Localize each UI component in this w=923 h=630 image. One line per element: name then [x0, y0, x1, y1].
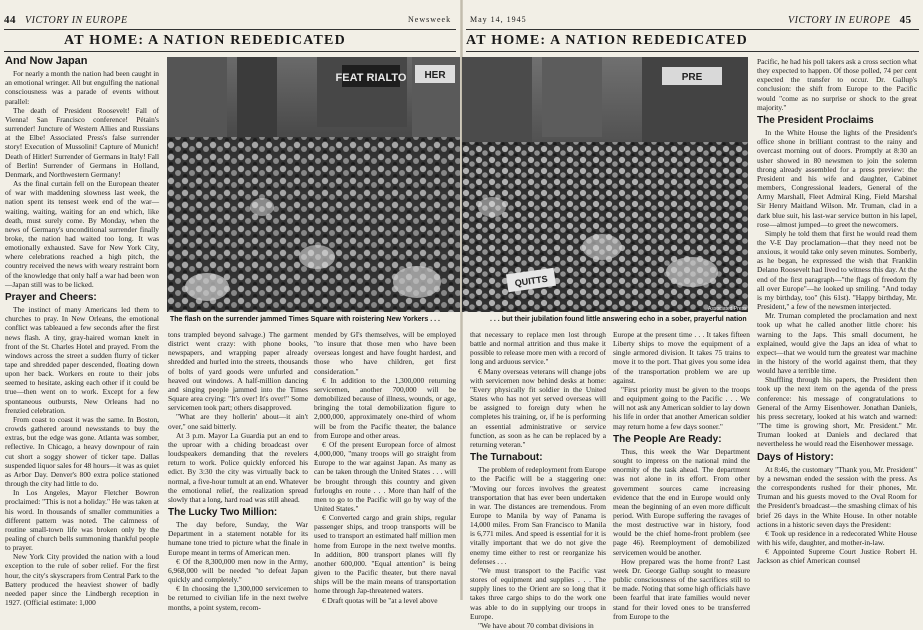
- paragraph: Europe at the present time . . . It takes fifteen Liberty ships to move the equipment of a single armored division. It takes 75 trains to move it to the port. That gives you some idea of the transportation problem we are up against.: [613, 330, 750, 385]
- paragraph: that necessary to replace men lost through battle and normal attrition and thus make it possible to release more men with a record of long and arduous service.": [470, 330, 606, 367]
- article-column-1: [5, 55, 159, 608]
- paragraph: Mr. Truman completed the proclamation and next took up what he called another little chore: his warning to the Japs. This small document, he explained, would give the Japs an idea of what to expect—that we would turn the greatest war machine in the history of the world against them, that they would have a terrible time.: [757, 311, 917, 376]
- page-number: 44: [4, 14, 16, 26]
- paragraph: As the final curtain fell on the European theater of war with maddening slowness last week, the nation spent its tensest week end of the war—waiting, waiting, waiting for an end which, like death, must surely come. By Monday, when the news of Germany's unconditional surrender finally broke, the nation had waited too long. It was emotionally exhausted. Save for New York City, where celebrations reached a high pitch, the country received the news with weary restraint born of the knowledge that only half a war had been won—Japan still was to be licked.: [5, 179, 159, 289]
- issue-date: May 14, 1945: [470, 15, 527, 24]
- paragraph: The day before, Sunday, the War Department in a statement notable for its humane tone tried to picture what the finale in Europe meant in terms of American men.: [168, 520, 308, 557]
- article-column-2: [168, 330, 308, 612]
- section-heading: Days of History:: [757, 451, 834, 463]
- paragraph: € Many overseas veterans will change jobs with servicemen now behind desks at home: "Every physically fit soldier in the United States who has not yet served overseas will be assigned to foreign duty when he completes his training, or, if he is performing an essential administrative or service function, as soon as he can be replaced by a returning veteran.": [470, 366, 606, 449]
- paragraph: "First priority must be given to the troops and equipment going to the Pacific . . . We will not ask any American soldier to lay down his life in order that another American soldier may return home a few days sooner.": [613, 384, 750, 431]
- paragraph: "What are they hollerin' about—it ain't over," one said bitterly.: [168, 412, 308, 431]
- section-heading: The Lucky Two Million:: [168, 506, 278, 518]
- paragraph: Simply he told them that first he would read them the V-E Day proclamation—that they need not be anxious, it would take only seven minutes. Somberly, as he began, he expressed the wish that Franklin Delano Roosevelt had lived to witness this day. At the end of the first paragraph—"the flags of freedom fly all over Europe"—he looked up smiling. "And today is my birthday, too" (his 61st). "Happy birthday, Mr. President," a few of the newsmen interjected.: [757, 228, 917, 312]
- top-rule: [466, 29, 919, 30]
- paragraph: In the White House the lights of the President's office shone in brilliant contrast to the rainy and overcast morning out of doors. Promptly at 8:30 an usher showed in 80 newsmen to join the solemn throng already assembled for a press preview: the President and his wife and daughter, Cabinet members, Congressional leaders, General of the Army Marshall, Fleet Admiral King, Field Marshal Sir Henry Maitland Wilson. Mr. Truman, clad in a dark blue suit, his last-war service button in his lapel, rose—almost jumped—to greet the newcomers.: [757, 128, 917, 229]
- page-number: 45: [899, 14, 912, 26]
- article-column-5: [613, 330, 750, 621]
- paragraph: The instinct of many Americans led them to churches to pray. In New Orleans, the emotional conflict was tableaued a few seconds after the first news flash. A tiny, gray-haired woman knelt in front of the St. Charles Hotel and prayed. From the windows across the street a sudden flurry of ticker tape and shredded paper descended, floating down upon her back. Workers en route to their jobs seemed to hesitate, asking each other if it could be true—then went on to work. Except for a few spontaneous outbursts, New Orleans had no frenzied celebration.: [5, 305, 159, 415]
- right-folio: [788, 14, 912, 26]
- paragraph: tons trampled beyond salvage.) The garment district went crazy: with phone books, newspapers, and wrapping paper already shredded and hurled into the streets, thousands of bolts of yard goods were unfurled and heaved out windows. A half-million dancing and singing people jammed into the Times Square area crying: "It's over! It's over!" Some servicemen took part; others disapproved.: [168, 330, 308, 413]
- paragraph: How prepared was the home front? Last week Dr. George Gallup sought to measure public consciousness of the sacrifices still to be made. Noting that some high officials have been fearful that irate families would never stand for their loved ones to be transferred from Europe to the: [613, 556, 750, 621]
- magazine-name: Newsweek: [408, 15, 452, 24]
- paragraph: € Converted cargo and grain ships, regular passenger ships, and troop transports will be used to transport an estimated half million men home from Europe in the next twelve months. In addition, 800 transport planes will fly another 600,000. "Equal attention" is being given to the Pacific theater, but there naval ships will be the main means of transportation home through Jap-threatened waters.: [314, 513, 456, 596]
- paragraph: For nearly a month the nation had been caught in an emotional wringer. All but engulfing the national consciousness was a parade of events without parallel:: [5, 69, 159, 106]
- section-heading: The People Are Ready:: [613, 433, 722, 445]
- paragraph: "We have about 70 combat divisions in: [478, 620, 594, 630]
- shop-sign-text: PRE: [681, 72, 703, 83]
- paragraph: In Los Angeles, Mayor Fletcher Bowron proclaimed: "This is not a holiday." He was taken at his word. In thousands of smaller communities a different pattern was noted. The calmness of routine small-town life was broken only by the pealing of church bells summoning thankful people to prayer.: [5, 488, 159, 553]
- paragraph: € In addition to the 1,300,000 returning servicemen, another 700,000 will be demobilized because of illness, wounds, or age, bringing the total demobilization figure to 2,000,000, approximately one-third of whom will be from the Pacific theater, the balance from Europe and other areas.: [314, 375, 456, 440]
- paragraph: € Of the 8,300,000 men now in the Army, 6,968,000 will be needed "to defeat Japan quickly and completely.": [168, 556, 308, 585]
- paragraph: mended by GI's themselves, will be employed "to insure that those men who have been overseas longest and have fought hardest, and those who have children, get first consideration.": [314, 330, 456, 376]
- section-heading: Prayer and Cheers:: [5, 291, 97, 303]
- paragraph: New York City provided the nation with a loud exception to the rule of sober relief. For the first hour, the city's skyscrapers from Central Park to the Battery produced the heaviest shower of badly needed paper since the Lindbergh reception in 1927. (Official estimate: 1,000: [5, 552, 159, 608]
- paragraph: At 8:46, the customary "Thank you, Mr. President" by a newsman ended the session with the press. As the correspondents rushed for their phones, Mr. Truman and his guests moved to the Oval Room for the President's broadcast—the smashing climax of his brief 26 days in the White House. In other notable actions in a historic seven days the President:: [757, 464, 917, 529]
- headline-rule: [466, 51, 919, 52]
- paragraph: € Took up residence in a redecorated White House with his wife, daughter, and mother-in-law.: [757, 528, 917, 547]
- theater-sign-text: FEAT RIALTO: [335, 72, 407, 84]
- section-title: VICTORY IN EUROPE: [25, 15, 128, 26]
- article-column-right: [757, 57, 917, 598]
- right-page: [462, 0, 923, 630]
- top-rule: [4, 29, 456, 30]
- paragraph: The death of President Roosevelt! Fall of Vienna! San Francisco conference! Pétain's surrender! Juncture of Western Allies and Russians at the Elbe! Associated Press's false surrender story! Execution of Mussolini! Capture of Munich! Death of Hitler! Surrender of Germans in Italy! Fall of Berlin! Surrender of Germans in Holland, Denmark, and Northwestern Germany!: [5, 105, 159, 179]
- paragraph: € Draft quotas will be "at a level above: [322, 595, 438, 605]
- paragraph: Shuffling through his papers, the President then took up the next item on the agenda of the press conference: his message of congratulations to General of the Army Eisenhower. Jonathan Daniels, his press secretary, looked at his watch and warned: "The time is growing short, Mr. President." Mr. Truman looked at Daniels and declared that nevertheless he would read the Eisenhower message.: [757, 375, 917, 449]
- photo-caption: The flash on the surrender jammed Times Square with roistering New Yorkers . . .: [170, 316, 440, 323]
- article-column-4: [470, 330, 606, 630]
- paragraph: € In choosing the 1,300,000 servicemen to be returned to civilian life in the next twelve months, a point system, recom-: [168, 584, 308, 612]
- photo-credit: Associated Press: [708, 306, 747, 312]
- paragraph: Pacific, he had his poll takers ask a cross section what they expected to happen. Of those polled, 74 per cent expected the transfer to occur. Dr. Gallup's conclusion: the shift from Europe to the Pacific would "come as no surprise or shock to the great majority.": [757, 57, 917, 112]
- paragraph: The problem of redeployment from Europe to the Pacific will be a staggering one: "Moving our forces involves the greatest transportation that has ever been undertaken in war. The distances are tremendous. From Europe to Manila by way of Panama is 14,000 miles. From San Francisco to Manila is 6,771 miles. And speed is essential for it is vitally important that we do not give the enemy time either to rest or reorganize his defenses . . .: [470, 465, 606, 566]
- paragraph: At 3 p.m. Mayor La Guardia put an end to the uproar with a chiding broadcast over loudspeakers demanding that the revelers return to work. Police quickly enforced his edict. By 3:30 the city was virtually back to normal, a five-hour tumult at an end. Whatever the emotional relief, the realization spread slowly that a long, hard road was still ahead.: [168, 430, 308, 504]
- photo-caption: . . . but their jubilation found little answering echo in a sober, prayerful nation: [490, 316, 747, 323]
- page-headline: AT HOME: A NATION REDEDICATED: [466, 33, 748, 48]
- paragraph: From coast to coast it was the same. In Boston, crowds gathered around newsstands to buy the extras, but the edge was gone. Atlanta was somber, reflective. In Chicago, a heavy downpour of rain cut short a soggy shower of ticker tape. Dallas suspended liquor sales for 48 hours—it was as quiet as Arbor Day. Denver's 800 extra police stationed through the city had little to do.: [5, 414, 159, 489]
- paragraph: € Of the present European force of almost 4,000,000, "many troops will go straight from Europe to the war against Japan. As many as can be taken through the United States . . . will be brought through this country and given furloughs en route . . . More than half of the men to go to the Pacific will go by way of the United States.": [314, 439, 456, 513]
- photo-times-square: [167, 57, 460, 312]
- section-heading: And Now Japan: [5, 55, 88, 67]
- section-title: VICTORY IN EUROPE: [788, 15, 891, 26]
- left-page: [0, 0, 461, 612]
- paragraph: "We must transport to the Pacific vast stores of equipment and supplies . . . The supply lines to the Orient are so long that it takes three cargo ships to do the work one was able to do in supplying our troops in Europe.: [470, 565, 606, 621]
- left-folio: [4, 14, 128, 26]
- shop-sign-text: HER: [424, 70, 446, 81]
- photo-crowd-jubilation: [462, 57, 748, 312]
- placard-text: QUITTS: [514, 273, 549, 289]
- headline-rule: [4, 51, 456, 52]
- section-heading: The President Proclaims: [757, 114, 874, 126]
- paragraph: € Appointed Supreme Court Justice Robert H. Jackson as chief American counsel: [757, 547, 917, 566]
- section-heading: The Turnabout:: [470, 452, 543, 464]
- page-headline: AT HOME: A NATION REDEDICATED: [64, 33, 346, 48]
- article-column-3: [314, 330, 456, 605]
- paragraph: Thus, this week the War Department sought to impress on the national mind the enormity of the task ahead. The department was not alone in its effort. From other government sources came increasing evidence that the end in Europe would only mean the beginning of an even more difficult period. With Europe suffering the ravages of the most destructive war in history, food would be the chief home-front problem (see page 46). Reemployment of demobilized servicemen would be another.: [613, 446, 750, 557]
